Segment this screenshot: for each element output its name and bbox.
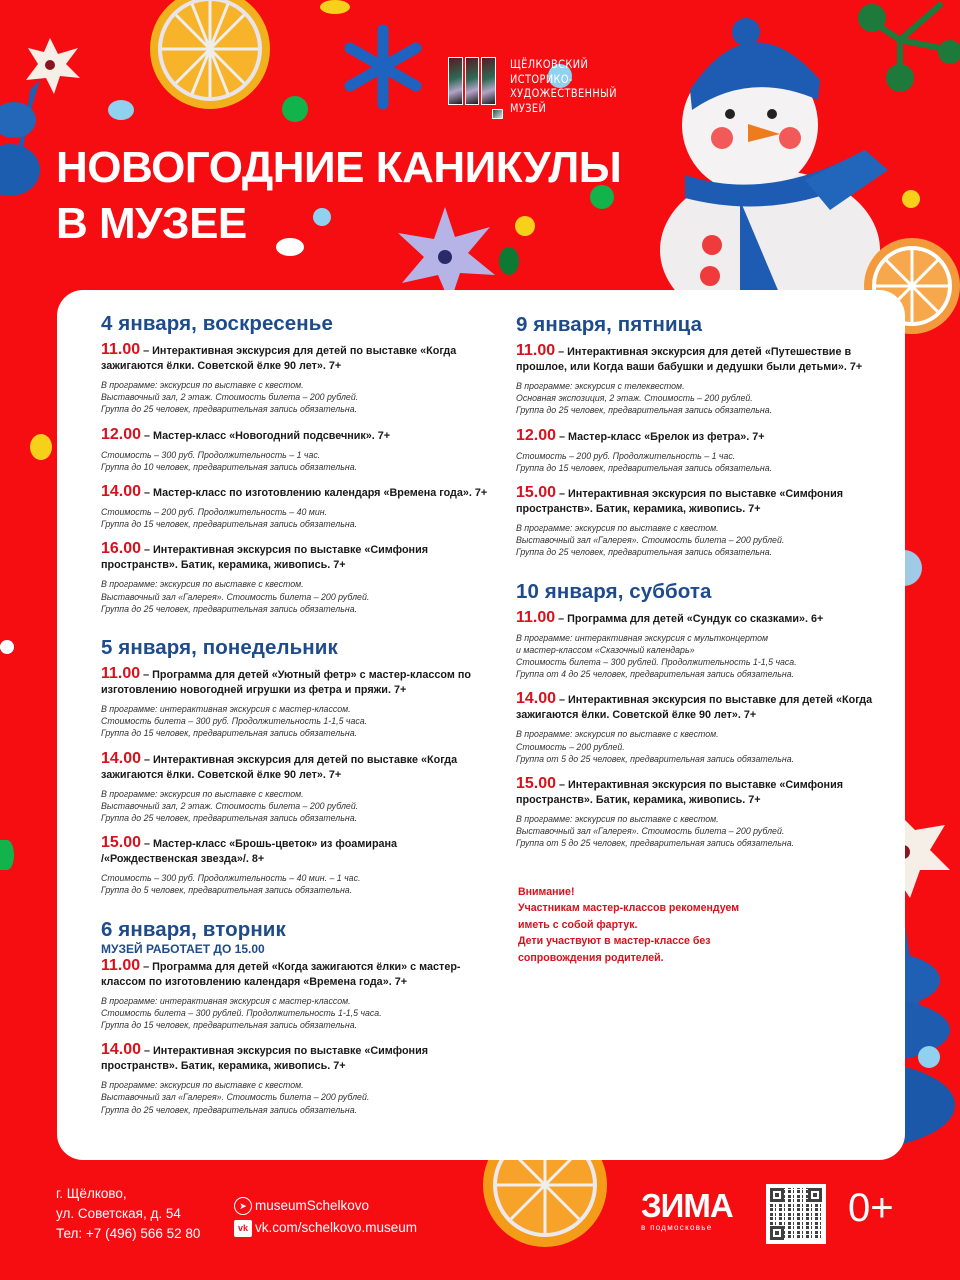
telegram-icon: ➤ [234,1197,252,1215]
event-title [101,958,491,990]
event-detail-line: Группа до 5 человек, предварительная запись обязательна. [101,885,353,896]
event-detail-line: Основная экспозиция, 2 этаж. Стоимость – 200 рублей. [516,393,753,404]
day-heading: 4 января, воскресенье [101,312,333,335]
event-detail-line: В программе: экскурсия по выставке с квестом. [516,729,719,740]
event-time: 11.00 [516,342,556,359]
event-detail-line: Группа до 25 человек, предварительная запись обязательна. [516,547,773,558]
event-title [101,1042,491,1074]
event-name: – Интерактивная экскурсия по выставке для детей «Когда зажигаются ёлки. Советской ёлке 90 лет». 7+ [516,694,873,722]
event-detail-line: В программе: интерактивная экскурсия с мастер-классом. [101,995,351,1006]
event-detail-line: Стоимость билета – 300 рублей. Продолжительность 1-1,5 часа. [101,1007,382,1018]
event-detail-line: Стоимость – 300 руб. Продолжительность – 40 мин. – 1 час. [101,873,361,884]
logo-mark-icon [448,57,496,105]
age-rating: 0+ [848,1186,894,1230]
event-detail-line: В программе: интерактивная экскурсия с мастер-классом. [101,704,351,715]
event-details [101,506,491,530]
event-name: – Программа для детей «Сундук со сказками». 6+ [555,612,824,625]
event-detail-line: Группа до 15 человек, предварительная запись обязательна. [101,728,358,739]
qr-finder [770,1188,784,1202]
museum-logo [448,57,636,115]
day-heading: 10 января, суббота [516,579,712,603]
event-details [101,788,491,825]
event-time: 11.00 [101,665,141,683]
event-name: – Интерактивная экскурсия для детей «Путешествие в прошлое, или Когда ваши бабушки и дедушки были детьми». 7+ [516,346,863,373]
event-detail-line: В программе: экскурсия с телеквестом. [516,381,685,391]
event-detail-line: Группа до 25 человек, предварительная запись обязательна. [101,1104,358,1115]
footer-social [234,1195,417,1239]
qr-finder [808,1188,822,1202]
logo-line: ИСТОРИКО- [510,71,574,86]
event-detail-line: Выставочный зал, 2 этаж. Стоимость билета – 200 рублей. [101,392,359,403]
event-title [516,691,896,723]
event-detail-line: В программе: экскурсия по выставке с квестом. [516,523,719,534]
vk-url[interactable]: vk.com/schelkovo.museum [255,1220,418,1235]
event-item [101,958,491,1032]
event-name: – Интерактивная экскурсия для детей по выставке «Когда зажигаются ёлки. Советской ёлке 90 лет». 7+ [101,753,458,781]
telegram-handle[interactable]: museumSchelkovo [255,1198,370,1213]
zima-subtitle: в подмосковье [641,1223,713,1232]
event-detail-line: Выставочный зал «Галерея». Стоимость билета – 200 рублей. [101,1092,370,1103]
event-name: – Интерактивная экскурсия по выставке «Симфония пространств». Батик, керамика, живопись. 7+ [516,779,844,807]
hours-notice: МУЗЕЙ РАБОТАЕТ ДО 15.00 [101,941,265,956]
attention-notice [518,884,896,967]
event-detail-line: Группа от 5 до 25 человек, предварительная запись обязательна. [516,838,795,849]
event-title [516,428,896,445]
event-detail-line: Группа до 25 человек, предварительная запись обязательна. [516,405,773,416]
event-time: 14.00 [101,749,142,767]
event-details [101,379,491,416]
confetti-dot [108,100,134,120]
event-name: – Интерактивная экскурсия по выставке «Симфония пространств». Батик, керамика, живопись. 7+ [101,1045,429,1073]
holly-branch-icon [840,0,960,100]
qr-pattern [770,1188,822,1240]
event-name: – Программа для детей «Когда зажигаются ёлки» с мастер-классом по изготовлению календаря «Времена года». 7+ [101,960,461,988]
event-details [516,813,896,850]
event-name: – Интерактивная экскурсия для детей по выставке «Когда зажигаются ёлки. Советской ёлке 90 лет». 7+ [101,345,457,372]
event-details [516,632,896,681]
event-detail-line: Группа до 25 человек, предварительная запись обязательна. [101,404,358,415]
confetti-dot [320,0,350,14]
confetti-dot [902,190,920,208]
logo-small-icon [492,109,503,119]
vk-link[interactable] [234,1217,417,1239]
day-heading: 6 января, вторник [101,917,286,941]
event-name: – Интерактивная экскурсия по выставке «Симфония пространств». Батик, керамика, живопись. 7+ [101,544,429,572]
event-detail-line: Группа до 25 человек, предварительная запись обязательна. [101,603,358,614]
telegram-link[interactable] [234,1195,417,1217]
event-detail-line: Группа до 15 человек, предварительная запись обязательна. [101,1020,358,1031]
event-name: – Мастер-класс «Брелок из фетра». 7+ [556,430,765,443]
confetti-dot [0,640,14,654]
event-time: 11.00 [101,341,141,358]
event-detail-line: Группа до 10 человек, предварительная запись обязательна. [101,461,358,472]
event-item [101,342,491,416]
event-detail-line: В программе: экскурсия по выставке с квестом. [101,1080,304,1091]
event-detail-line: Стоимость – 200 рублей. [516,741,625,752]
event-detail-line: В программе: интерактивная экскурсия с мультконцертом [516,632,769,643]
event-title [101,666,491,698]
event-name: – Мастер-класс по изготовлению календаря «Времена года». 7+ [141,487,488,500]
event-details [516,522,896,559]
event-details [101,703,491,740]
event-title [516,610,896,627]
event-detail-line: Выставочный зал «Галерея». Стоимость билета – 200 рублей. [101,591,370,602]
event-name: – Интерактивная экскурсия по выставке «Симфония пространств». Батик, керамика, живопись. 7+ [516,488,844,516]
event-item [101,427,491,473]
event-details [101,995,491,1032]
event-item [516,776,896,850]
confetti-dot [282,96,308,122]
event-details [101,449,491,473]
attention-line: сопровождения родителей. [518,951,664,964]
confetti-dot [0,840,14,870]
logo-line: МУЗЕЙ [510,100,547,115]
event-item [101,835,491,896]
attention-line: иметь с собой фартук. [518,918,638,931]
event-item [101,666,491,740]
event-time: 11.00 [516,608,556,626]
address-street: ул. Советская, д. 54 [56,1206,181,1221]
event-name: – Программа для детей «Уютный фетр» с мастер-классом по изготовлению новогодней игрушки из фетра и пряжи. 7+ [101,669,471,697]
event-item [101,751,491,825]
confetti-dot [30,434,52,460]
event-detail-line: Стоимость билета – 300 руб. Продолжительность 1-1,5 часа. [101,716,368,727]
event-title [101,751,491,783]
event-detail-line: Стоимость – 300 руб. Продолжительность – 1 час. [101,449,321,460]
event-detail-line: Группа от 4 до 25 человек, предварительная запись обязательна. [516,669,795,680]
event-item [516,485,896,559]
event-title [101,427,491,444]
attention-line: Участникам мастер-классов рекомендуем [518,902,740,915]
event-detail-line: В программе: экскурсия по выставке с квестом. [101,788,304,799]
event-detail-line: Группа от 5 до 25 человек, предварительная запись обязательна. [516,753,795,764]
day-spacer [516,570,896,580]
confetti-dot [918,1046,940,1068]
page-title [56,140,621,252]
qr-finder [770,1226,784,1240]
event-details [101,1079,491,1116]
event-item [516,428,896,474]
schedule-left-column [101,290,491,1127]
event-item [101,541,491,615]
vk-icon: vk [234,1220,252,1237]
event-details [101,578,491,615]
schedule-card [57,290,905,1160]
event-time: 11.00 [101,956,141,974]
event-time: 12.00 [101,425,142,443]
qr-code[interactable] [766,1184,826,1244]
logo-line: ЩЁЛКОВСКИЙ [510,57,589,71]
event-time: 15.00 [516,775,557,793]
address-city: г. Щёлково, [56,1186,127,1201]
event-title [101,484,491,501]
right-days [516,313,896,850]
event-item [101,1042,491,1116]
zima-title: ЗИМА [641,1187,733,1224]
event-detail-line: Группа до 25 человек, предварительная запись обязательна. [101,813,358,824]
footer-address [56,1184,200,1244]
schedule-right-column [516,290,896,966]
event-name: – Мастер-класс «Брошь-цветок» из фоамирана /«Рождественская звезда»/. 8+ [101,838,398,866]
attention-line: Внимание! [518,885,575,898]
event-item [516,691,896,765]
orange-slice-icon [144,0,276,116]
zima-brand-logo [641,1187,733,1232]
event-title [101,541,491,573]
phone-number[interactable]: Тел: +7 (496) 566 52 80 [56,1226,201,1241]
logo-text [510,57,617,115]
event-time: 14.00 [101,483,142,501]
attention-line: Дети участвуют в мастер-классе без [518,935,711,948]
event-detail-line: Стоимость – 200 руб. Продолжительность – 40 мин. [101,507,328,518]
event-title [516,343,896,375]
title-line: НОВОГОДНИЕ КАНИКУЛЫ [56,143,622,192]
event-details [516,450,896,474]
event-detail-line: Стоимость – 200 руб. Продолжительность – 1 час. [516,450,736,461]
event-details [101,872,491,896]
event-title [516,485,896,517]
event-title [101,835,491,867]
title-line: В МУЗЕЕ [56,199,247,248]
event-time: 14.00 [516,690,557,708]
event-detail-line: В программе: экскурсия по выставке с квестом. [516,814,719,825]
event-time: 16.00 [101,540,142,558]
event-detail-line: Выставочный зал «Галерея». Стоимость билета – 200 рублей. [516,826,785,837]
event-detail-line: Группа до 15 человек, предварительная запись обязательна. [516,462,773,473]
event-title [101,342,491,374]
day-heading: 9 января, пятница [516,313,703,336]
day-spacer [101,908,491,918]
event-item [516,610,896,681]
logo-line: ХУДОЖЕСТВЕННЫЙ [510,86,617,100]
snowflake-icon [338,22,428,112]
event-detail-line: Выставочный зал, 2 этаж. Стоимость билета – 200 рублей. [101,800,359,811]
event-detail-line: В программе: экскурсия по выставке с квестом. [101,380,304,390]
day-spacer [101,626,491,636]
event-detail-line: и мастер-классом «Сказочный календарь» [516,644,695,655]
event-detail-line: Выставочный зал «Галерея». Стоимость билета – 200 рублей. [516,535,785,546]
event-item [101,484,491,530]
event-name: – Мастер-класс «Новогодний подсвечник». 7+ [141,429,391,442]
event-item [516,343,896,417]
event-detail-line: Стоимость билета – 300 рублей. Продолжительность 1-1,5 часа. [516,657,797,668]
day-heading: 5 января, понедельник [101,636,338,660]
event-time: 15.00 [516,484,557,502]
event-time: 15.00 [101,834,142,852]
event-details [516,380,896,417]
event-detail-line: В программе: экскурсия по выставке с квестом. [101,579,304,590]
event-details [516,728,896,765]
event-detail-line: Группа до 15 человек, предварительная запись обязательна. [101,519,358,530]
event-time: 12.00 [516,426,557,444]
event-title [516,776,896,808]
event-time: 14.00 [101,1041,142,1059]
